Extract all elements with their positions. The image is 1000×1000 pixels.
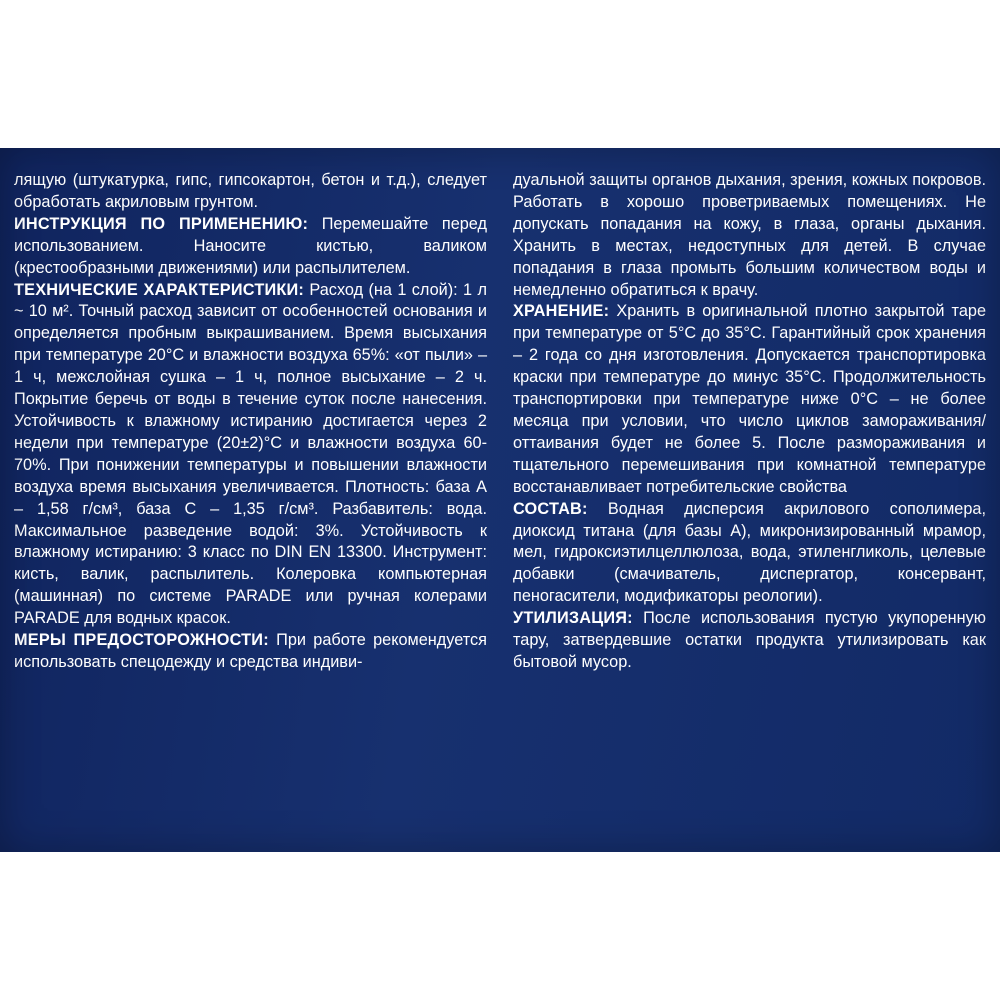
paragraph-disposal xyxy=(513,608,986,674)
paragraph-text: лящую (штукатурка, гипс, гипсокартон, бетон и т.д.), следует обработать акриловым грунтом. xyxy=(14,171,487,211)
paragraph-text: При работе рекомендуется использовать спецодежду и средства индиви- xyxy=(14,631,487,671)
paragraph-instructions xyxy=(14,214,487,280)
paragraph-continuation xyxy=(14,170,487,214)
paragraph-technical-specs xyxy=(14,280,487,631)
paragraph-storage xyxy=(513,301,986,498)
paragraph-composition xyxy=(513,499,986,609)
right-column xyxy=(513,170,986,842)
paragraph-text: После использования пустую укупоренную тару, затвердевшие остатки продукта утилизировать как бытовой мусор. xyxy=(513,609,986,671)
paragraph-text: Хранить в оригинальной плотно закрытой таре при температуре от 5°С до 35°С. Гарантийный срок хранения – 2 года со дня изготовления. Допускается транспортировка краски при температуре до минус 35°С. Продолжительность транспортировки при температуре ниже 0°С – не более месяца при условии, что число циклов замораживания/оттаивания будет не более 5. После размораживания и тщательного перемешивания при комнатной температуре восстанавливает потребительские свойства xyxy=(513,302,986,496)
paragraph-precautions xyxy=(14,630,487,674)
bottom-margin xyxy=(0,852,1000,1000)
heading-instructions: ИНСТРУКЦИЯ ПО ПРИМЕНЕНИЮ: xyxy=(14,214,309,233)
text-columns xyxy=(14,170,986,842)
heading-precautions: МЕРЫ ПРЕДОСТОРОЖНОСТИ: xyxy=(14,631,269,650)
top-margin xyxy=(0,0,1000,148)
paragraph-precautions-continuation xyxy=(513,170,986,301)
left-column xyxy=(14,170,487,842)
heading-technical-specs: ТЕХНИЧЕСКИЕ ХАРАКТЕРИСТИКИ: xyxy=(14,280,305,299)
paragraph-text: Расход (на 1 слой): 1 л ~ 10 м². Точный расход зависит от особенностей основания и определяется пробным выкрашиванием. Время высыхания при температуре 20°С и влажности воздуха 65%: «от пыли» – 1 ч, межслойная сушка – 1 ч, полное высыхание – 2 ч. Покрытие беречь от воды в течение суток после нанесения. Устойчивость к влажному истиранию достигается через 2 недели при температуре (20±2)°С и влажности воздуха 60-70%. При понижении температуры и повышении влажности воздуха время высыхания увеличивается. Плотность: база А – 1,58 г/см³, база С – 1,35 г/см³. Разбавитель: вода. Максимальное разведение водой: 3%. Устойчивость к влажному истиранию: 3 класс по DIN EN 13300. Инструмент: кисть, валик, распылитель. Колеровка компьютерная (машинная) по системе PARADE или ручная колерами PARADE для водных красок. xyxy=(14,280,487,628)
paragraph-text: Водная дисперсия акрилового сополимера, диоксид титана (для базы А), микронизированный мрамор, мел, гидроксиэтилцеллюлоза, вода, этиленгликоль, целевые добавки (смачиватель, диспергатор, консервант, пеногасители, модификаторы реологии). xyxy=(513,499,986,606)
paragraph-text: Перемешайте перед использованием. Наносите кистью, валиком (крестообразными движениями) или распылителем. xyxy=(14,214,488,277)
paragraph-text: дуальной защиты органов дыхания, зрения, кожных покровов. Работать в хорошо проветриваемых помещениях. Не допускать попадания на кожу, в глаза, органы дыхания. Хранить в местах, недоступных для детей. В случае попадания в глаза промыть большим количеством воды и немедленно обратиться к врачу. xyxy=(513,171,986,299)
heading-disposal: УТИЛИЗАЦИЯ: xyxy=(513,609,633,628)
heading-composition: СОСТАВ: xyxy=(513,499,588,518)
label-text-panel xyxy=(0,148,1000,852)
heading-storage: ХРАНЕНИЕ: xyxy=(513,302,610,321)
